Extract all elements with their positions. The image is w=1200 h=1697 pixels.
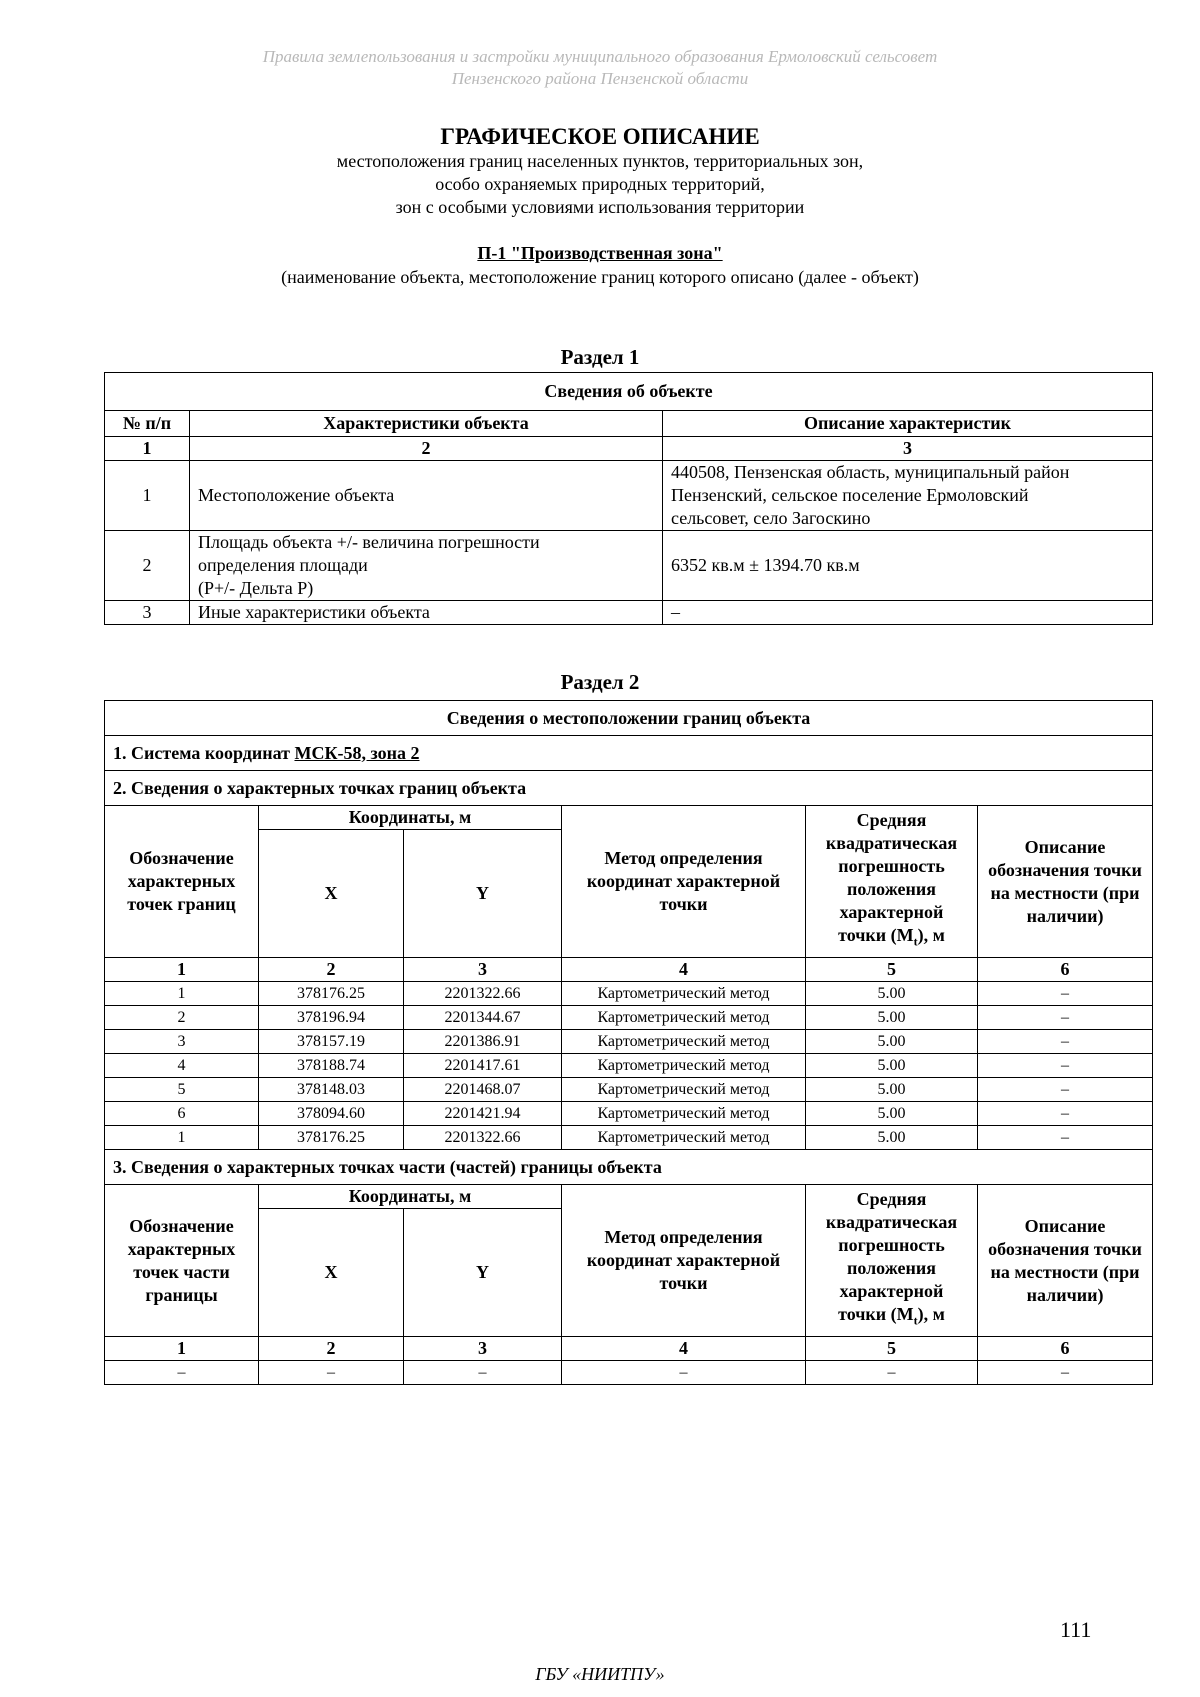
point-x: 378196.94 [259, 1006, 404, 1030]
header-x: X [259, 830, 404, 958]
point-description: – [978, 1078, 1153, 1102]
point-error: 5.00 [806, 1006, 978, 1030]
section2-table-title: Сведения о местоположении границ объекта [105, 701, 1153, 736]
subtitle-line1: местоположения границ населенных пунктов, территориальных зон, [336, 151, 864, 171]
col-number: 3 [404, 958, 562, 982]
point-description: – [978, 1030, 1153, 1054]
col-number: 5 [806, 1337, 978, 1361]
header-error-subscript: t [913, 1313, 918, 1328]
point-description: – [978, 1054, 1153, 1078]
point-number: 5 [105, 1078, 259, 1102]
col-number: 3 [404, 1337, 562, 1361]
document-title: ГРАФИЧЕСКОЕ ОПИСАНИЕ [440, 124, 760, 149]
coordinate-system-value: МСК-58, зона 2 [294, 742, 420, 763]
description-line: 6352 кв.м ± 1394.70 кв.м [671, 555, 860, 575]
header-description: Описание обозначения точки на местности (при наличии) [978, 806, 1153, 958]
point-error: 5.00 [806, 982, 978, 1006]
col-number: 1 [105, 1337, 259, 1361]
table-row [105, 982, 1153, 1006]
description-cell [663, 531, 1153, 601]
part-point-x: – [259, 1361, 404, 1385]
table-row [105, 1054, 1153, 1078]
col-number: 4 [562, 1337, 806, 1361]
col-header-characteristics: Характеристики объекта [190, 411, 663, 437]
point-description: – [978, 1126, 1153, 1150]
characteristic-cell [190, 601, 663, 625]
point-x: 378176.25 [259, 982, 404, 1006]
header-y: Y [404, 1209, 562, 1337]
description-cell [663, 601, 1153, 625]
header-error-subscript: t [913, 934, 918, 949]
point-description: – [978, 982, 1153, 1006]
header-x: X [259, 1209, 404, 1337]
point-number: 2 [105, 1006, 259, 1030]
point-method: Картометрический метод [562, 1078, 806, 1102]
point-method: Картометрический метод [562, 1126, 806, 1150]
point-y: 2201421.94 [404, 1102, 562, 1126]
running-header-line1: Правила землепользования и застройки муниципального образования Ермоловский сельсовет [262, 47, 938, 66]
footer-organization: ГБУ «НИИТПУ» [535, 1664, 665, 1684]
row-number: 1 [105, 461, 190, 531]
coordinate-system-label: 1. Система координат [113, 742, 295, 763]
col-number: 2 [259, 1337, 404, 1361]
point-number: 3 [105, 1030, 259, 1054]
point-y: 2201322.66 [404, 982, 562, 1006]
point-number: 4 [105, 1054, 259, 1078]
characteristic-line: (Р+/- Дельта Р) [198, 578, 314, 598]
point-x: 378176.25 [259, 1126, 404, 1150]
header-method: Метод определения координат характерной точки [562, 806, 806, 958]
col-number: 2 [190, 437, 663, 461]
characteristic-cell [190, 531, 663, 601]
point-y: 2201344.67 [404, 1006, 562, 1030]
header-error [806, 1185, 978, 1337]
part-point-method: – [562, 1361, 806, 1385]
point-x: 378148.03 [259, 1078, 404, 1102]
table-row [105, 1102, 1153, 1126]
point-x: 378157.19 [259, 1030, 404, 1054]
col-number: 1 [105, 437, 190, 461]
table-row [105, 1361, 1153, 1385]
point-description: – [978, 1102, 1153, 1126]
header-part-point-designation: Обозначение характерных точек части границы [105, 1185, 259, 1337]
point-y: 2201468.07 [404, 1078, 562, 1102]
section2-table [104, 700, 1153, 1385]
header-description: Описание обозначения точки на местности (при наличии) [978, 1185, 1153, 1337]
coordinate-system-row [105, 736, 1153, 771]
header-error-text: Средняя квадратическая погрешность положения характерной точки (M [825, 1189, 958, 1325]
table-row [105, 531, 1153, 601]
running-header-line2: Пензенского района Пензенской области [451, 69, 749, 88]
characteristic-line: Площадь объекта +/- величина погрешности [198, 532, 540, 552]
object-name: П-1 "Производственная зона" [477, 243, 723, 263]
header-error-end: ), м [917, 925, 945, 946]
characteristic-line: Иные характеристики объекта [198, 602, 430, 622]
section1-heading: Раздел 1 [560, 345, 640, 369]
header-coordinates: Координаты, м [259, 1185, 562, 1209]
section2-heading: Раздел 2 [560, 670, 640, 694]
col-header-description: Описание характеристик [663, 411, 1153, 437]
point-number: 6 [105, 1102, 259, 1126]
point-error: 5.00 [806, 1078, 978, 1102]
table-row [105, 601, 1153, 625]
header-coordinates: Координаты, м [259, 806, 562, 830]
header-error-text: Средняя квадратическая погрешность положения характерной точки (M [825, 810, 958, 946]
point-error: 5.00 [806, 1126, 978, 1150]
col-number: 5 [806, 958, 978, 982]
point-method: Картометрический метод [562, 1006, 806, 1030]
subtitle-line3: зон с особыми условиями использования территории [395, 197, 805, 217]
col-header-number: № п/п [105, 411, 190, 437]
point-description: – [978, 1006, 1153, 1030]
point-y: 2201417.61 [404, 1054, 562, 1078]
col-number: 6 [978, 958, 1153, 982]
point-x: 378094.60 [259, 1102, 404, 1126]
characteristic-cell [190, 461, 663, 531]
col-number: 6 [978, 1337, 1153, 1361]
point-y: 2201322.66 [404, 1126, 562, 1150]
col-number: 2 [259, 958, 404, 982]
point-error: 5.00 [806, 1102, 978, 1126]
point-method: Картометрический метод [562, 1102, 806, 1126]
object-note: (наименование объекта, местоположение границ которого описано (далее - объект) [281, 267, 919, 287]
description-line: – [671, 602, 680, 622]
row-number: 3 [105, 601, 190, 625]
header-method: Метод определения координат характерной точки [562, 1185, 806, 1337]
description-cell [663, 461, 1153, 531]
col-number: 1 [105, 958, 259, 982]
col-number: 3 [663, 437, 1153, 461]
description-line: Пензенский, сельское поселение Ермоловский [671, 485, 1029, 505]
section1-table-title: Сведения об объекте [105, 373, 1153, 411]
subtitle-line2: особо охраняемых природных территорий, [435, 174, 765, 194]
characteristic-line: определения площади [198, 555, 368, 575]
point-method: Картометрический метод [562, 1030, 806, 1054]
part-point-error: – [806, 1361, 978, 1385]
part-point-number: – [105, 1361, 259, 1385]
header-error-end: ), м [917, 1304, 945, 1325]
description-line: сельсовет, село Загоскино [671, 508, 871, 528]
points-section-title: 2. Сведения о характерных точках границ объекта [105, 771, 1153, 806]
description-line: 440508, Пензенская область, муниципальный район [671, 462, 1070, 482]
part-point-description: – [978, 1361, 1153, 1385]
row-number: 2 [105, 531, 190, 601]
header-error [806, 806, 978, 958]
point-method: Картометрический метод [562, 1054, 806, 1078]
table-row [105, 1030, 1153, 1054]
point-error: 5.00 [806, 1030, 978, 1054]
table-row [105, 1078, 1153, 1102]
point-number: 1 [105, 1126, 259, 1150]
col-number: 4 [562, 958, 806, 982]
header-y: Y [404, 830, 562, 958]
table-row [105, 1006, 1153, 1030]
characteristic-line: Местоположение объекта [198, 485, 395, 505]
parts-section-title: 3. Сведения о характерных точках части (частей) границы объекта [105, 1150, 1153, 1185]
point-x: 378188.74 [259, 1054, 404, 1078]
header-point-designation: Обозначение характерных точек границ [105, 806, 259, 958]
part-point-y: – [404, 1361, 562, 1385]
point-y: 2201386.91 [404, 1030, 562, 1054]
table-row [105, 1126, 1153, 1150]
section1-table [104, 372, 1153, 625]
page-number: 111 [1060, 1617, 1092, 1642]
point-error: 5.00 [806, 1054, 978, 1078]
point-number: 1 [105, 982, 259, 1006]
table-row [105, 461, 1153, 531]
point-method: Картометрический метод [562, 982, 806, 1006]
